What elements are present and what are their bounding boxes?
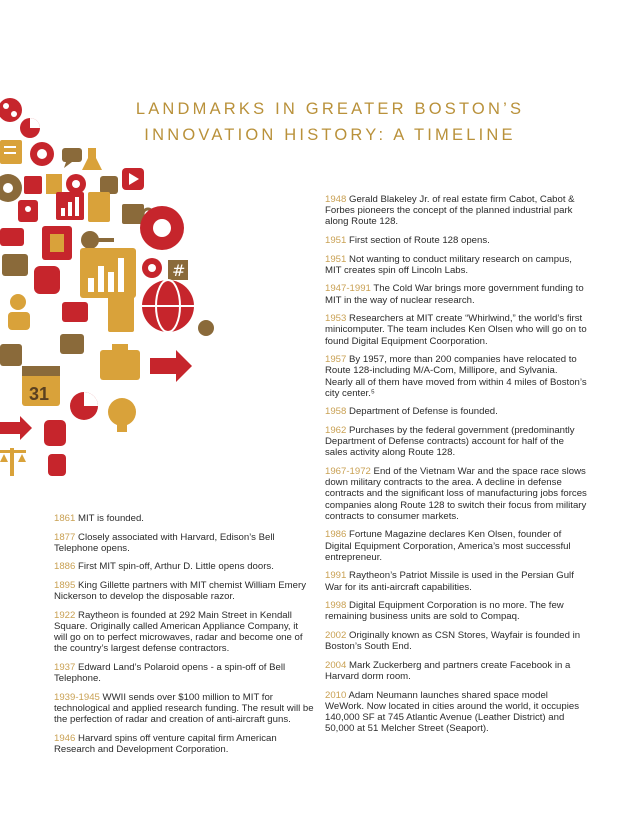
timeline-text: Purchases by the federal government (predominantly Department of Defense contracts) account for half of the sales activity along Route 128. bbox=[325, 424, 575, 459]
timeline-text: WWII sends over $100 million to MIT for technological and applied research funding. The result will be the perfection of radar and creation of anti-aircraft guns. bbox=[54, 691, 314, 726]
timeline-entry bbox=[325, 425, 587, 459]
timeline-entry bbox=[325, 283, 587, 305]
flask-icon bbox=[82, 148, 102, 170]
cursor-hand-icon bbox=[48, 454, 66, 476]
timeline-year: 1958 bbox=[325, 406, 347, 418]
timeline-year: 1986 bbox=[325, 529, 347, 541]
timeline-entry bbox=[54, 513, 314, 524]
timeline-year: 2002 bbox=[325, 629, 347, 641]
document-icon bbox=[108, 296, 134, 332]
timeline-entry bbox=[54, 662, 314, 684]
timeline-year: 1939-1945 bbox=[54, 691, 100, 703]
timeline-entry bbox=[325, 570, 587, 592]
chat-icon bbox=[0, 344, 22, 366]
pie-chart-icon bbox=[70, 392, 98, 420]
person-icon bbox=[8, 294, 30, 330]
timeline-text: Digital Equipment Corporation is no more. The few remaining business units are sold to Compaq. bbox=[325, 600, 564, 623]
at-sign-icon bbox=[66, 174, 86, 194]
calendar-number: 31 bbox=[29, 384, 50, 404]
timeline-year: 1962 bbox=[325, 424, 347, 436]
page-title-line-2: INNOVATION HISTORY: A TIMELINE bbox=[144, 126, 516, 144]
timeline-text: Department of Defense is founded. bbox=[346, 406, 498, 418]
hashtag-icon bbox=[168, 260, 188, 280]
timeline-text: Fortune Magazine declares Ken Olsen, founder of Digital Equipment Corporation, America’s most successful entrepreneur. bbox=[325, 529, 571, 563]
calendar-icon bbox=[24, 176, 42, 194]
timeline-text: Mark Zuckerberg and partners create Facebook in a Harvard dorm room. bbox=[325, 659, 571, 682]
share-icon bbox=[0, 98, 22, 122]
timeline-text: Originally known as CSN Stores, Wayfair is founded in Boston’s South End. bbox=[325, 629, 581, 653]
timeline-entry bbox=[325, 254, 587, 276]
cursor-hand-icon bbox=[44, 420, 66, 446]
timeline-year: 1877 bbox=[54, 531, 76, 543]
timeline-year: 1886 bbox=[54, 561, 76, 573]
at-sign-icon bbox=[142, 258, 162, 278]
timeline-year: 1922 bbox=[54, 609, 76, 621]
timeline-year: 2004 bbox=[325, 659, 347, 671]
timeline-entry bbox=[54, 610, 314, 655]
arrow-icon bbox=[0, 416, 32, 440]
timeline-entry bbox=[325, 406, 587, 417]
timeline-year: 1946 bbox=[54, 732, 76, 744]
timeline-text: First MIT spin-off, Arthur D. Little opens doors. bbox=[75, 561, 274, 573]
hand-icon bbox=[34, 266, 60, 294]
timeline-year: 1951 bbox=[325, 253, 347, 265]
timeline-year: 1861 bbox=[54, 513, 76, 524]
pie-chart-icon bbox=[20, 118, 40, 138]
play-icon bbox=[122, 168, 144, 190]
timeline-entry bbox=[325, 354, 587, 399]
timeline-entry bbox=[325, 313, 587, 347]
timeline-text: By 1957, more than 200 companies have relocated to Route 128-including M/A-Com, Millipore, and Sylvania. Nearly all of them have moved from within 4 miles of Boston’s city center.⁵ bbox=[325, 354, 587, 399]
timeline-entry bbox=[325, 630, 587, 652]
timeline-entry bbox=[54, 733, 314, 755]
bar-chart-icon bbox=[80, 248, 136, 298]
globe-icon bbox=[142, 280, 194, 332]
timeline-text: Gerald Blakeley Jr. of real estate firm Cabot, Cabot & Forbes pioneers the concept of the planned industrial park along Route 128. bbox=[325, 194, 575, 228]
timeline-entry bbox=[325, 529, 587, 563]
arrow-icon bbox=[150, 350, 192, 382]
chat-icon bbox=[60, 334, 84, 354]
timeline-text: Harvard spins off venture capital firm American Research and Development Corporation. bbox=[54, 732, 277, 755]
key-icon bbox=[198, 320, 214, 336]
scales-icon bbox=[0, 448, 26, 476]
timeline-text: Not wanting to conduct military research on campus, MIT creates spin off Lincoln Labs. bbox=[325, 253, 572, 276]
timeline-entry bbox=[54, 580, 314, 602]
timeline-entry bbox=[325, 690, 587, 735]
chat-icon bbox=[2, 254, 28, 276]
chat-icon bbox=[62, 302, 88, 322]
timeline-entry bbox=[54, 561, 314, 572]
timeline-text: Researchers at MIT create “Whirlwind,” the world’s first minicomputer. The team includes Ken Olsen who will go on to found Digital Equipment Coorporation. bbox=[325, 313, 587, 347]
thumbs-up-icon bbox=[100, 176, 118, 194]
timeline-year: 1998 bbox=[325, 600, 347, 612]
icon-collage bbox=[0, 88, 215, 498]
page-title-line-1: LANDMARKS IN GREATER BOSTON’S bbox=[135, 100, 525, 118]
gear-icon bbox=[30, 142, 54, 166]
timeline-text: King Gillette partners with MIT chemist William Emery Nickerson to develop the disposable razor. bbox=[54, 579, 307, 603]
document-icon bbox=[46, 174, 62, 194]
timeline-entry bbox=[325, 660, 587, 682]
timeline-text: Adam Neumann launches shared space model WeWork. Now located in cities around the world, it occupies 140,000 SF at 745 Atlantic Avenue (Leather District) and 50,000 at 51 Melcher Street (Seaport). bbox=[325, 689, 579, 735]
timeline-text: MIT is founded. bbox=[75, 513, 144, 524]
document-icon bbox=[0, 140, 22, 164]
timeline-year: 1957 bbox=[325, 354, 347, 366]
timeline-year: 1991 bbox=[325, 570, 347, 582]
chat-icon bbox=[62, 148, 82, 168]
timeline-entry bbox=[325, 194, 587, 228]
timeline-year: 1953 bbox=[325, 313, 347, 325]
timeline-year: 1948 bbox=[325, 194, 347, 205]
bar-chart-icon bbox=[56, 192, 84, 220]
page-title bbox=[120, 96, 540, 148]
timeline-entry bbox=[325, 235, 587, 246]
timeline-text: The Cold War brings more government funding to MIT in the way of nuclear research. bbox=[325, 283, 584, 306]
lightbulb-icon bbox=[108, 398, 136, 432]
timeline-year: 1895 bbox=[54, 579, 76, 591]
key-icon bbox=[81, 231, 114, 249]
timeline-left-column bbox=[54, 513, 314, 763]
timeline-text: First section of Route 128 opens. bbox=[346, 235, 490, 246]
timeline-year: 1967-1972 bbox=[325, 465, 371, 477]
briefcase-icon bbox=[100, 344, 140, 380]
timeline-year: 2010 bbox=[325, 689, 347, 701]
timeline-entry bbox=[54, 692, 314, 726]
timeline-entry bbox=[54, 532, 314, 554]
timeline-year: 1937 bbox=[54, 661, 76, 673]
timeline-year: 1951 bbox=[325, 235, 347, 246]
timeline-text: End of the Vietnam War and the space race slows down military contracts to the area. A decline in defense contracts and the significant loss of manufacturing jobs forces companies along Route 128 to switch their focus from military contracts to consumer markets. bbox=[325, 465, 587, 522]
lock-icon bbox=[18, 200, 38, 222]
document-icon bbox=[88, 192, 110, 222]
timeline-text: Raytheon’s Patriot Missile is used in the Persian Gulf War for its anti-aircraft capabilities. bbox=[325, 570, 574, 593]
timeline-year: 1947-1991 bbox=[325, 283, 371, 295]
timeline-right-column bbox=[325, 194, 587, 742]
gear-icon bbox=[140, 206, 184, 250]
timeline-entry bbox=[325, 600, 587, 622]
svg-text:#: # bbox=[172, 261, 186, 280]
timeline-entry bbox=[325, 466, 587, 522]
chat-icon bbox=[0, 228, 24, 246]
chip-icon bbox=[42, 226, 72, 260]
timeline-text: Raytheon is founded at 292 Main Street in Kendall Square. Originally called American Appliance Company, it will go on to perfect microwaves, radar and become one of the country’s largest defense contractors. bbox=[54, 609, 303, 655]
timeline-text: Edward Land’s Polaroid opens - a spin-off of Bell Telephone. bbox=[54, 661, 286, 685]
gear-icon bbox=[0, 174, 22, 202]
timeline-text: Closely associated with Harvard, Edison’s Bell Telephone opens. bbox=[54, 531, 275, 554]
